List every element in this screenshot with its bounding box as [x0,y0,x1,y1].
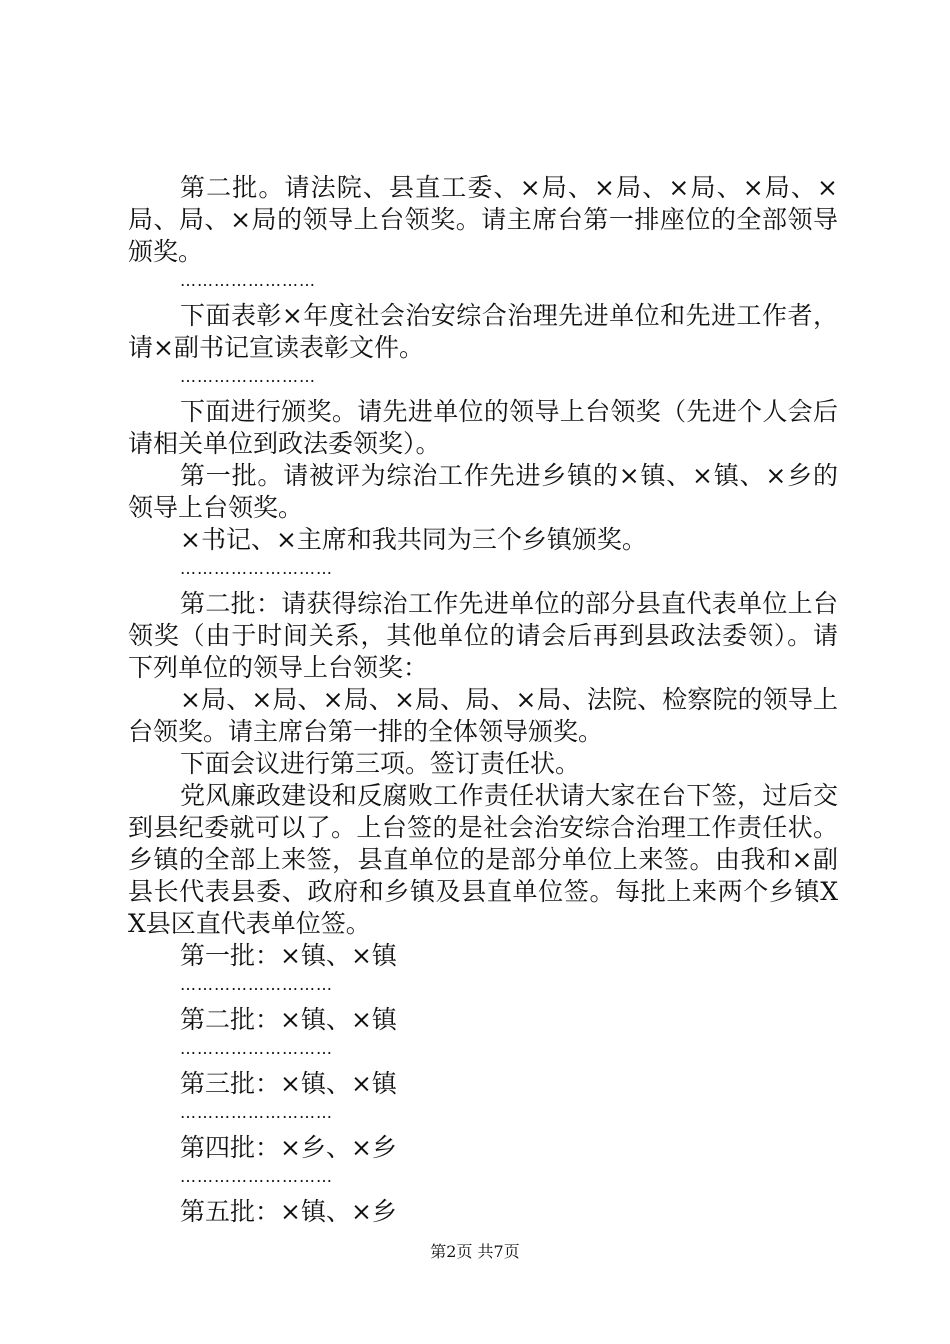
paragraph: 第二批：请获得综治工作先进单位的部分县直代表单位上台领奖（由于时间关系，其他单位的请会后再到县政法委领）。请下列单位的领导上台领奖： [128,589,838,682]
ellipsis-line: ……………………… [180,975,333,994]
ellipsis-line: …………………… [180,271,316,290]
paragraph: 党风廉政建设和反腐败工作责任状请大家在台下签，过后交到县纪委就可以了。上台签的是社会治安综合治理工作责任状。乡镇的全部上来签，县直单位的是部分单位上来签。由我和×副县长代表县委、政府和乡镇及县直单位签。每批上来两个乡镇XX县区直代表单位签。 [128,781,838,938]
page-footer [0,1242,950,1262]
document-body [128,172,838,1228]
page-number: 第2页 共7页 [430,1242,520,1261]
ellipsis-line: ……………………… [180,559,333,578]
paragraph: ×书记、×主席和我共同为三个乡镇颁奖。 [180,525,647,554]
paragraph: 下面会议进行第三项。签订责任状。 [180,749,581,778]
paragraph: 下面进行颁奖。请先进单位的领导上台领奖（先进个人会后请相关单位到政法委领奖）。 [128,397,838,458]
batch-line: 第三批：×镇、×镇 [180,1069,397,1098]
paragraph: 第二批。请法院、县直工委、×局、×局、×局、×局、×局、局、×局的领导上台领奖。请主席台第一排座位的全部领导颁奖。 [128,173,838,266]
batch-line: 第四批：×乡、×乡 [180,1133,397,1162]
ellipsis-line: ……………………… [180,1167,333,1186]
ellipsis-line: ……………………… [180,1103,333,1122]
batch-line: 第五批：×镇、×乡 [180,1197,397,1226]
batch-line: 第一批：×镇、×镇 [180,941,397,970]
paragraph: ×局、×局、×局、×局、局、×局、法院、检察院的领导上台领奖。请主席台第一排的全体领导颁奖。 [128,685,838,746]
batch-line: 第二批：×镇、×镇 [180,1005,397,1034]
paragraph: 下面表彰×年度社会治安综合治理先进单位和先进工作者，请×副书记宣读表彰文件。 [128,301,838,362]
paragraph: 第一批。请被评为综治工作先进乡镇的×镇、×镇、×乡的领导上台领奖。 [128,461,838,522]
ellipsis-line: …………………… [180,367,316,386]
ellipsis-line: ……………………… [180,1039,333,1058]
